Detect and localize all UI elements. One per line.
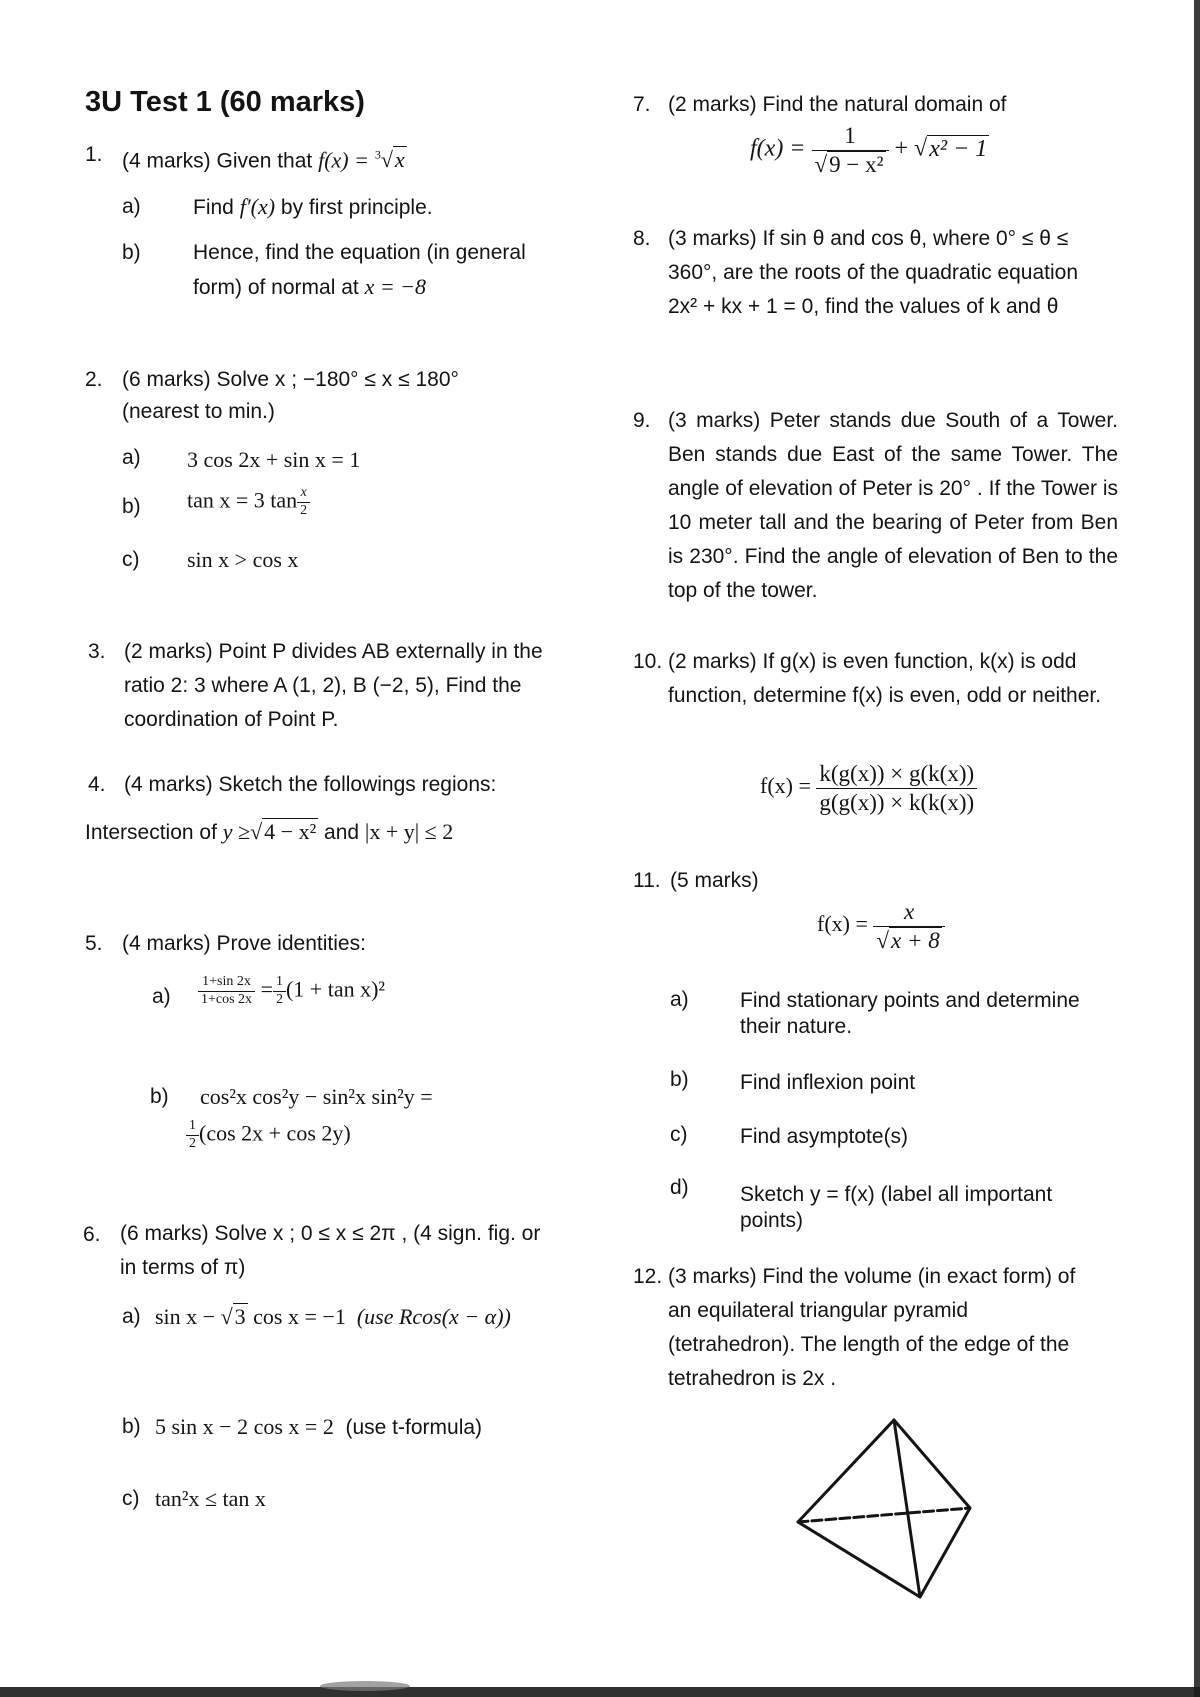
question-number: 11. — [633, 869, 661, 892]
scan-edge-right — [1194, 0, 1200, 1697]
part-label: b) — [150, 1085, 169, 1108]
question-6-part-c: tan²x ≤ tan x — [155, 1486, 266, 1511]
question-11-part-a: Find stationary points and determine their nature. — [740, 989, 1080, 1038]
question-4-region: Intersection of y ≥√4 − x² and |x + y| ≤ 2 — [85, 819, 454, 844]
question-11-function: f(x) = $\frac{x}{√x + 8}$ — [817, 898, 945, 954]
part-label: a) — [122, 195, 141, 218]
question-number: 12. — [633, 1265, 663, 1288]
question-7-function: f(x) = $\frac{1}{\text{√9 − x²}}$ + √x² − 1 — [750, 123, 988, 177]
question-4-stem: (4 marks) Sketch the followings regions: — [124, 773, 497, 796]
question-12-text: (3 marks) Find the volume (in exact form) of an equilateral triangular pyramid (tetrahedron). The length of the edge of the tetrahedron is 2x . — [668, 1265, 1076, 1390]
part-label: b) — [122, 495, 141, 518]
question-2-part-c: sin x > cos x — [187, 547, 299, 572]
scan-edge-bottom — [0, 1687, 1200, 1697]
question-6-part-b: 5 sin x − 2 cos x = 2 (use t-formula) — [155, 1414, 483, 1439]
page-title: 3U Test 1 (60 marks) — [85, 86, 365, 118]
question-11-part-d: Sketch y = f(x) (label all important points) — [740, 1183, 1053, 1232]
question-6-stem: (6 marks) Solve x ; 0 ≤ x ≤ 2π , (4 sign. fig. or in terms of π) — [120, 1222, 541, 1279]
question-10-text: (2 marks) If g(x) is even function, k(x) is odd function, determine f(x) is even, odd or neither. — [668, 650, 1102, 707]
question-1-stem — [122, 140, 407, 176]
part-label: a) — [152, 985, 171, 1008]
question-7-stem: (2 marks) Find the natural domain of — [668, 93, 1007, 116]
function-definition: f(x) = — [318, 147, 369, 173]
question-number: 10. — [633, 650, 663, 673]
question-1-part-b: Hence, find the equation (in general form) of normal at x = −8 — [193, 241, 526, 299]
question-text: Given that — [216, 149, 313, 173]
part-label: c) — [122, 1487, 140, 1510]
question-2-part-a: 3 cos 2x + sin x = 1 — [187, 447, 361, 472]
question-10-function: f(x) = $\frac{k(g(x)) \times g(k(x))}{g(g(x)) \times k(k(x))}$ — [760, 760, 977, 816]
question-2-part-b: tan x = 3 tan $\frac{x}{2}$ — [187, 485, 310, 520]
question-8-text: (3 marks) If sin θ and cos θ, where 0° ≤ θ ≤ 360°, are the roots of the quadratic equation 2x² + kx + 1 = 0, find the values of k and θ — [668, 227, 1079, 318]
question-5-stem: (4 marks) Prove identities: — [122, 932, 366, 955]
question-number: 3. — [88, 640, 106, 663]
part-label: d) — [670, 1176, 689, 1199]
question-number: 2. — [85, 368, 103, 391]
part-label: b) — [670, 1068, 689, 1091]
question-9-text: (3 marks) Peter stands due South of a Tower. Ben stands due East of the same Tower. The angle of elevation of Peter is 20° . If the Tower is 10 meter tall and the bearing of Peter from Ben is 230°. Find the angle of elevation of Ben to the top of the tower. — [668, 409, 1118, 602]
cube-root: $^3$√x — [374, 147, 405, 173]
question-11-stem: (5 marks) — [670, 869, 759, 892]
question-3-text: (2 marks) Point P divides AB externally in the ratio 2: 3 where A (1, 2), B (−2, 5), Find the coordination of Point P. — [124, 640, 543, 731]
tetrahedron-hidden-edge — [798, 1508, 970, 1522]
question-5-part-b-line2: $\frac{1}{2}$ (cos 2x + cos 2y) — [186, 1118, 351, 1153]
question-11-part-b: Find inflexion point — [740, 1071, 916, 1094]
part-label: a) — [122, 446, 141, 469]
question-6-part-a: sin x − √3 cos x = −1 (use Rcos(x − α)) — [155, 1304, 511, 1329]
part-label: c) — [670, 1123, 688, 1146]
part-label: c) — [122, 548, 140, 571]
question-2-stem: (6 marks) Solve x ; −180° ≤ x ≤ 180° — [122, 368, 459, 391]
part-label: a) — [122, 1305, 141, 1328]
question-number: 4. — [88, 773, 106, 796]
question-11-part-c: Find asymptote(s) — [740, 1125, 909, 1148]
marks: (4 marks) — [122, 149, 211, 173]
question-5-part-a: $\frac{1+\sin 2x}{1+\cos 2x}$ = $\frac{1}{2}$ (1 + tan x)² — [198, 974, 385, 1009]
part-label: b) — [122, 1415, 141, 1438]
question-number: 5. — [85, 932, 103, 955]
question-number: 6. — [83, 1223, 101, 1246]
tetrahedron-diagram — [790, 1412, 980, 1602]
part-label: b) — [122, 241, 141, 264]
question-number: 8. — [633, 227, 651, 250]
question-1-part-a: Find f′(x) by first principle. — [193, 194, 433, 219]
question-2-note: (nearest to min.) — [122, 400, 275, 423]
question-number: 1. — [85, 143, 103, 166]
question-number: 7. — [633, 93, 651, 116]
question-number: 9. — [633, 409, 651, 432]
tetrahedron-outline — [798, 1420, 970, 1597]
part-label: a) — [670, 988, 689, 1011]
question-5-part-b-line1: cos²x cos²y − sin²x sin²y = — [200, 1084, 433, 1109]
scan-smudge — [320, 1681, 410, 1691]
